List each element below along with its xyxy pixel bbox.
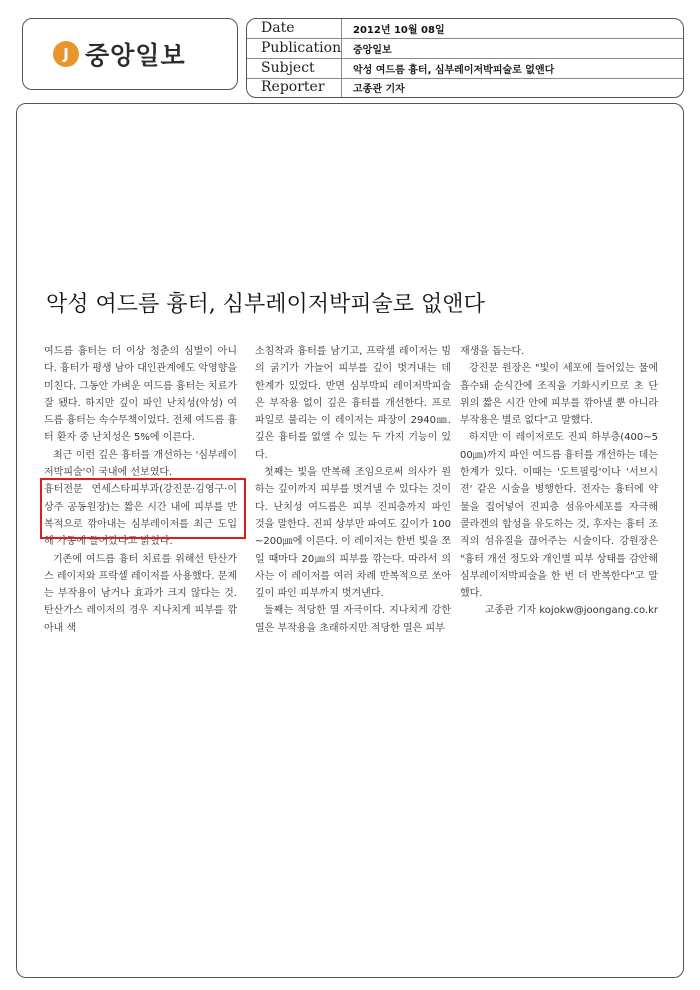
paragraph: 강진문 원장은 "빛이 세포에 들어있는 물에 흡수돼 순식간에 조직을 기화시키므로 초 단위의 짧은 시간 안에 피부를 깎아낼 뿐 아니라 부작용은 별로 없다"고 말했다. <box>460 363 658 427</box>
meta-value-subject: 악성 여드름 흉터, 심부레이저박피술로 없앤다 <box>353 64 555 76</box>
meta-value-publication: 중앙일보 <box>353 44 392 56</box>
paragraph: 둘째는 적당한 열 자극이다. 지나치게 강한 열은 부작용을 초래하지만 적당한 열은 피부 <box>255 605 451 634</box>
logo-name: 중앙일보 <box>85 41 186 70</box>
paragraph: 기존에 여드름 흉터 치료를 위해선 탄산가스 레이저와 프락셀 레이저를 사용했다. 문제는 부작용이 남거나 효과가 크지 않다는 것. 탄산가스 레이저의 경우 지나치게 피부를 깎아내 색 <box>44 553 237 634</box>
paragraph-highlighted: 흉터전문 연세스타피부과(강진문·김영구·이상주 공동원장)는 짧은 시간 내에 피부를 반복적으로 깎아내는 심부레이저를 최근 도입해 가동에 들어갔다고 밝혔다. <box>44 484 237 548</box>
meta-row-publication <box>247 39 683 57</box>
meta-row-reporter <box>247 78 683 96</box>
paragraph: 첫째는 빛을 반복해 조임으로써 의사가 원하는 깊이까지 피부를 벗겨낼 수 있다는 것이다. 난치성 여드름은 피부 진피층까지 파인 것을 말한다. 진피 상부만 파여도 깊이가 100~200㎛에 이른다. 이 레이저는 한번 빛을 쪼일 때마다 20㎛의 피부를 깎는다. 따라서 의사는 이 레이저를 여러 차례 반복적으로 쏘아 깊이 파인 피부까지 벗겨낸다. <box>255 467 451 600</box>
paragraph: 하지만 이 레이저로도 진피 하부층(400~500㎛)까지 파인 여드름 흉터를 개선하는 데는 한계가 있다. 이때는 '도트필링'이나 '서브시젼' 같은 시술을 병행한다. 전자는 흉터에 약물을 집어넣어 진피층 섬유아세포를 자극해 콜라겐의 합성을 유도하는 것, 후자는 흉터 조직의 섬유질을 끊어주는 시술이다. 강원장은 "흉터 개선 정도와 개인별 피부 상태를 감안해 심부레이저박피술을 한 번 더 반복한다"고 말했다. <box>460 432 658 600</box>
metadata-panel <box>246 18 684 98</box>
logo-emblem-icon: J <box>53 41 79 67</box>
newspaper-logo <box>53 36 186 72</box>
article-column-2 <box>255 343 451 637</box>
paragraph: 재생을 돕는다. <box>460 346 525 357</box>
article-headline: 악성 여드름 흉터, 심부레이저박피술로 없앤다 <box>46 292 485 317</box>
article-column-3 <box>460 343 658 620</box>
meta-row-date <box>247 19 683 37</box>
article-byline: 고종관 기자 kojokw@joongang.co.kr <box>484 605 658 617</box>
meta-value-reporter: 고종관 기자 <box>353 83 405 95</box>
meta-label-subject: Subject <box>261 60 315 76</box>
meta-row-subject <box>247 59 683 77</box>
meta-label-reporter: Reporter <box>261 79 325 95</box>
paragraph: 여드름 흉터는 더 이상 청춘의 심벌이 아니다. 흉터가 평생 남아 대인관계에도 악영향을 미친다. 그동안 가벼운 여드름 흉터는 치료가 잘 됐다. 하지만 깊이 파인 난치성(악성) 여드름 흉터는 속수무책이었다. 전체 여드름 흉터 환자 중 난치성은 5%에 이른다. <box>44 346 237 444</box>
meta-label-publication: Publication <box>261 40 342 56</box>
highlight-box <box>40 478 246 539</box>
meta-value-date: 2012년 10월 08일 <box>353 24 445 36</box>
meta-label-date: Date <box>261 20 295 36</box>
paragraph: 소침착과 흉터를 남기고, 프락셀 레이저는 빔의 굵기가 가늘어 피부를 깊이 벗겨내는 데 한계가 있었다. 반면 심부박피 레이저박피술은 부작용 없이 깊은 흉터를 개선한다. 프로파일로 불리는 이 레이저는 파장이 2940㎚. 깊은 흉터를 없앨 수 있는 두 가지 기능이 있다. <box>255 346 451 461</box>
paragraph: 최근 이런 깊은 흉터를 개선하는 '심부레이저박피술'이 국내에 선보였다. <box>44 449 237 479</box>
logo-panel <box>22 18 238 90</box>
